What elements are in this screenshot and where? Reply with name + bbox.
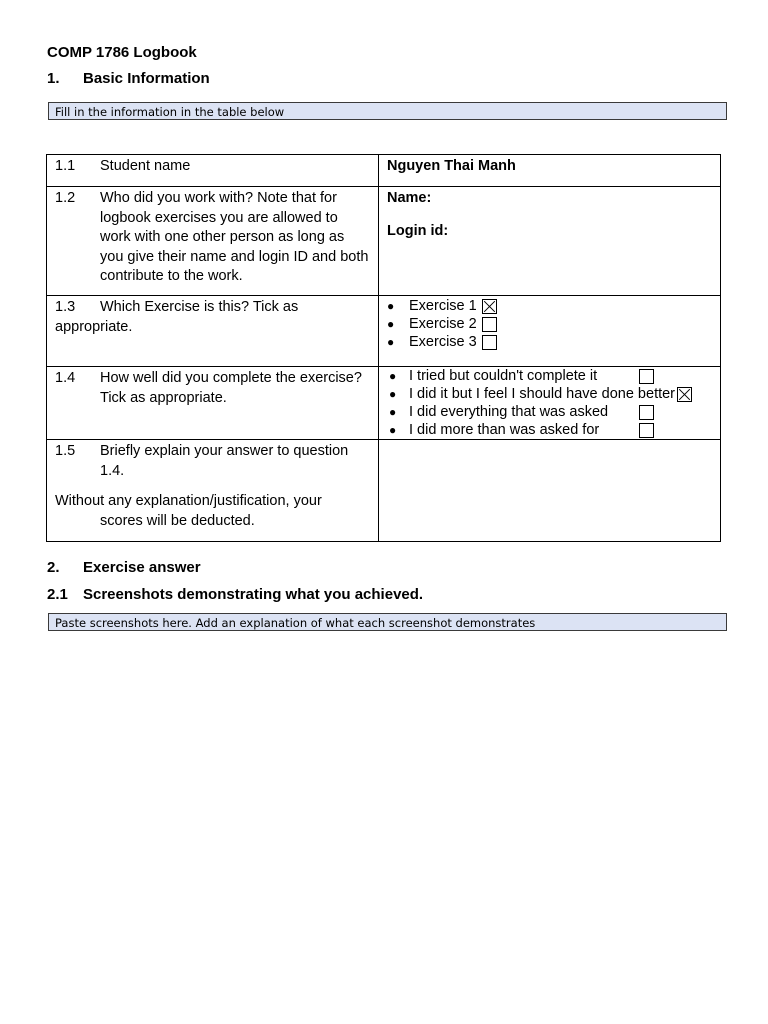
answer-cell[interactable] — [379, 187, 721, 296]
choice-label: I did it but I feel I should have done better — [409, 386, 676, 402]
section-number: 2. — [47, 559, 60, 576]
partner-login-label: Login id: — [387, 222, 449, 239]
choice-label: Exercise 3 — [409, 334, 477, 350]
section-number: 1. — [47, 70, 60, 87]
list-item — [387, 315, 720, 333]
section-title: Screenshots demonstrating what you achieved. — [83, 586, 424, 603]
bullet-icon: ● — [389, 405, 397, 419]
checkbox-unchecked[interactable] — [639, 423, 654, 438]
explanation-answer-cell[interactable] — [379, 440, 721, 542]
table-row — [47, 155, 721, 187]
question-cell — [47, 440, 379, 542]
note-text-continued: scores will be deducted. — [100, 513, 255, 529]
question-text: How well did you complete the exercise? Tick as appropriate. — [100, 370, 362, 406]
question-cell — [47, 367, 379, 440]
question-number: 1.3 — [55, 299, 76, 315]
student-name-value: Nguyen Thai Manh — [387, 158, 516, 174]
checkbox-unchecked[interactable] — [639, 369, 654, 384]
choice-label: I did everything that was asked — [409, 404, 609, 420]
section-2-1-heading — [47, 586, 423, 603]
question-text-continued: appropriate. — [55, 318, 133, 335]
choice-label: I tried but couldn't complete it — [409, 368, 598, 384]
list-item — [389, 421, 720, 439]
section-number: 2.1 — [47, 586, 68, 603]
bullet-icon: ● — [389, 369, 397, 383]
answer-cell — [379, 367, 721, 440]
checkbox-unchecked[interactable] — [639, 405, 654, 420]
completion-choice-list — [379, 367, 720, 439]
partner-name-label: Name: — [387, 190, 432, 206]
question-text: Briefly explain your answer to question 1.4. — [100, 443, 349, 479]
list-item — [389, 367, 720, 385]
choice-label: I did more than was asked for — [409, 422, 600, 438]
bullet-icon: ● — [387, 335, 395, 349]
table-row — [47, 440, 721, 542]
question-number: 1.1 — [55, 158, 76, 174]
list-item — [387, 333, 720, 351]
note-text: Without any explanation/justification, your — [55, 493, 322, 509]
question-text: Who did you work with? Note that for logbook exercises you are allowed to work with one other person as long as you give their name and login ID and both contribute to the work. — [100, 190, 369, 284]
list-item — [387, 297, 720, 315]
instruction-box: Fill in the information in the table below — [48, 102, 727, 120]
choice-label: Exercise 2 — [409, 316, 477, 332]
question-text: Which Exercise is this? Tick as — [100, 299, 299, 315]
table-row — [47, 187, 721, 296]
list-item — [389, 385, 720, 403]
answer-cell — [379, 296, 721, 367]
question-number: 1.4 — [55, 370, 76, 386]
list-item — [389, 403, 720, 421]
bullet-icon: ● — [387, 317, 395, 331]
document-title: COMP 1786 Logbook — [47, 44, 197, 61]
question-number: 1.2 — [55, 190, 76, 206]
instruction-box: Paste screenshots here. Add an explanation of what each screenshot demonstrates — [48, 613, 727, 631]
bullet-icon: ● — [389, 387, 397, 401]
checkbox-checked[interactable] — [677, 387, 692, 402]
bullet-icon: ● — [389, 423, 397, 437]
exercise-choice-list — [379, 296, 720, 351]
checkbox-checked[interactable] — [482, 299, 497, 314]
choice-label: Exercise 1 — [409, 298, 477, 314]
question-cell — [47, 187, 379, 296]
section-1-heading — [47, 70, 210, 87]
section-title: Exercise answer — [83, 559, 201, 576]
question-cell — [47, 296, 379, 367]
table-row — [47, 367, 721, 440]
bullet-icon: ● — [387, 299, 395, 313]
basic-info-table — [46, 154, 721, 542]
answer-cell[interactable] — [379, 155, 721, 187]
table-row — [47, 296, 721, 367]
section-2-heading — [47, 559, 201, 576]
deduction-note — [47, 481, 378, 531]
checkbox-unchecked[interactable] — [482, 335, 497, 350]
question-number: 1.5 — [55, 443, 76, 459]
question-cell — [47, 155, 379, 187]
section-title: Basic Information — [83, 70, 210, 87]
question-text: Student name — [100, 158, 191, 174]
checkbox-unchecked[interactable] — [482, 317, 497, 332]
